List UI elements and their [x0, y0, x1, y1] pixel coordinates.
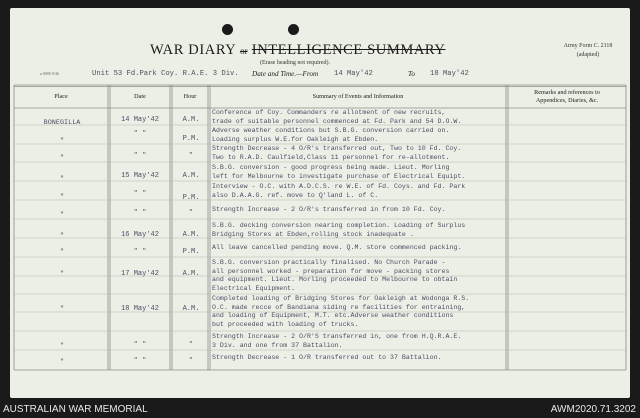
remarks-header-line2: Appendices, Diaries, &c.: [535, 97, 599, 104]
title-intelligence-summary: INTELLIGENCE SUMMARY: [251, 42, 446, 58]
row-place: ": [59, 193, 65, 201]
row-date: 16 May'42: [121, 231, 159, 239]
row-hour: A.M.: [182, 270, 200, 278]
row-date: " ": [133, 190, 147, 198]
title-main: WAR DIARY: [150, 42, 236, 58]
row-hour: ": [188, 152, 194, 160]
row-date: " ": [133, 248, 147, 256]
row-summary: Strength Increase - 2 O/R's transferred in from 10 Fd. Coy.: [212, 206, 446, 213]
row-date: " ": [133, 357, 147, 365]
column-header-date: Date: [134, 93, 146, 100]
row-place: ": [59, 342, 65, 350]
row-date: " ": [133, 209, 147, 217]
to-date: 18 May'42: [430, 70, 469, 78]
row-summary: All leave cancelled pending move. Q.M. store commenced packing.: [212, 244, 462, 251]
row-hour: A.M.: [182, 116, 200, 124]
row-place: ": [59, 211, 65, 219]
unit-name: Unit 53 Fd.Park Coy. R.A.E. 3 Div.: [92, 70, 239, 78]
archive-source: AUSTRALIAN WAR MEMORIAL: [3, 404, 148, 415]
row-place: ": [59, 248, 65, 256]
row-summary: Adverse weather conditions but S.B.G. conversion carried on. Loading surplus W.E.for Oakleigh at Ebden.: [212, 127, 450, 143]
row-place: ": [59, 232, 65, 240]
date-time-label: Date and Time.—From: [252, 70, 319, 78]
row-date: " ": [133, 152, 147, 160]
column-header-hour: Hour: [183, 93, 197, 100]
row-summary: Strength Increase - 2 O/R'S transferred in, one from H.Q.R.A.E. 3 Div. and one from 37 Battalion.: [212, 333, 462, 349]
row-place: ": [59, 358, 65, 366]
row-place: ": [59, 154, 65, 162]
punch-hole-left: [222, 24, 233, 35]
row-summary: Interview - O.C. with A.D.C.S. re W.E. of Fd. Coys. and Fd. Park also D.A.A.G. ref. move to Q'land L. of C.: [212, 183, 466, 199]
row-place: BONEGILLA: [43, 119, 81, 127]
row-summary: Conference of Coy. Commanders re allotment of new recruits, trade of suitable personnel commenced at Fd. Park and 54 D.O.W.: [212, 109, 462, 125]
row-hour: P.M.: [182, 248, 200, 256]
row-hour: ": [188, 341, 194, 349]
row-hour: ": [188, 209, 194, 217]
row-date: 17 May'42: [121, 270, 159, 278]
row-summary: S.B.G. decking conversion nearing completion. Loading of Surplus Bridging Stores at Ebden,rolling stock inadequate .: [212, 222, 466, 238]
diary-sheet: [10, 8, 630, 398]
archive-footer: [0, 404, 640, 418]
row-place: ": [59, 270, 65, 278]
row-hour: A.M.: [182, 305, 200, 313]
erase-note: (Erase heading not required).: [260, 60, 330, 66]
row-date: " ": [133, 341, 147, 349]
row-summary: S.B.G. conversion practically finalised. No Church Parade - all personnel worked - preparation for move - packing stores and equipment. Lieut. Morling proceeded to Melbourne to obtain Electrical Equipment.: [212, 259, 458, 292]
army-form-adapted: (adapted): [576, 52, 600, 58]
army-form-label: [550, 42, 626, 60]
column-header-place: Place: [54, 93, 68, 100]
row-date: 18 May'42: [121, 305, 159, 313]
row-hour: P.M.: [182, 135, 200, 143]
row-date: 15 May'42: [121, 172, 159, 180]
column-header-remarks: [508, 89, 626, 105]
row-place: ": [59, 305, 65, 313]
unit-line: [90, 70, 550, 80]
diary-title: [150, 42, 450, 59]
row-summary: S.B.G. conversion - good progress being made. Lieut. Morling left for Melbourne to investigate purchase of Electrical Equipt.: [212, 164, 466, 180]
punch-hole-right: [288, 24, 299, 35]
row-summary: Completed loading of Bridging Stores for Oakleigh at Wodonga R.S. O.C. made recce of Bandiana siding re facilities for entraining, and loading of Equipment, M.T. etc.Adverse weather conditions but proceeded with loading of trucks.: [212, 295, 470, 328]
form-stamp: a 0000 0/46: [40, 71, 59, 76]
from-date: 14 May'42: [334, 70, 373, 78]
remarks-header-line1: Remarks and references to: [534, 89, 600, 96]
row-place: ": [59, 137, 65, 145]
row-summary: Strength Decrease - 4 O/R's transferred out, Two to 10 Fd. Coy. Two to R.A.D. Caulfield,Class 11 personnel for re-allotment.: [212, 145, 462, 161]
row-hour: P.M.: [182, 194, 200, 202]
row-date: " ": [133, 130, 147, 138]
column-header-summary: Summary of Events and Information: [312, 93, 404, 100]
row-date: 14 May'42: [121, 116, 159, 124]
row-hour: A.M.: [182, 231, 200, 239]
archive-reference: AWM2020.71.3202: [550, 404, 636, 415]
title-or: or: [240, 46, 248, 56]
row-place: ": [59, 175, 65, 183]
row-hour: A.M.: [182, 172, 200, 180]
army-form-number: Army Form C. 2118: [563, 43, 613, 49]
row-summary: Strength Decrease - 1 O/R transferred out to 37 Battalion.: [212, 354, 442, 361]
to-label: To: [408, 70, 415, 78]
row-hour: ": [188, 357, 194, 365]
